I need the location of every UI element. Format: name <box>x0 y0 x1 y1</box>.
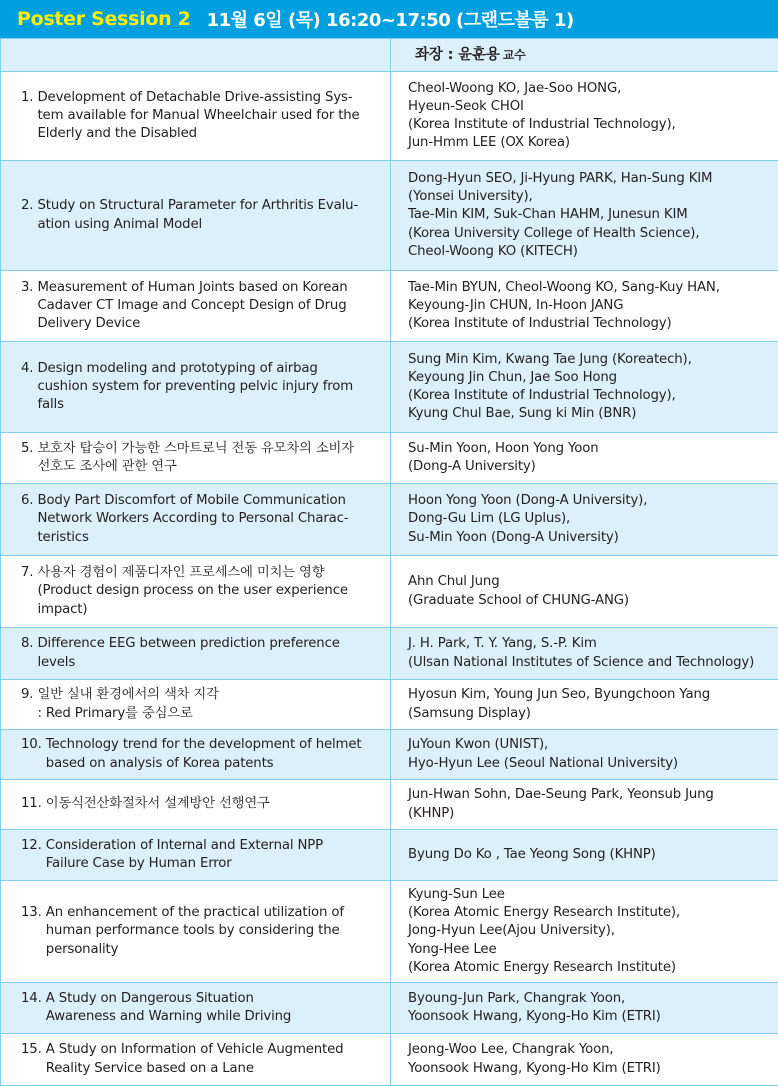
paper-title <box>37 635 384 671</box>
author-line: (Graduate School of CHUNG-ANG) <box>408 592 776 610</box>
paper-number: 12. <box>21 837 46 873</box>
table-row <box>1 161 778 271</box>
author-line: Dong-Gu Lim (LG Uplus), <box>408 510 776 528</box>
paper-number: 8. <box>21 635 37 671</box>
paper-title-cell <box>1 881 391 983</box>
author-line: Yoonsook Hwang, Kyong-Ho Kim (ETRI) <box>408 1008 776 1026</box>
paper-title-line: Technology trend for the development of helmet <box>46 736 384 754</box>
table-row <box>1 881 778 983</box>
author-line: Cheol-Woong KO (KITECH) <box>408 243 776 261</box>
paper-title-line: 일반 실내 환경에서의 색차 지각 <box>37 686 384 704</box>
authors-cell <box>391 484 778 556</box>
author-line: Keyoung-Jin CHUN, In-Hoon JANG <box>408 297 776 315</box>
paper-title-line: Difference EEG between prediction preference <box>37 635 384 653</box>
paper-title-line: human performance tools by considering the <box>46 922 384 940</box>
paper-title-cell <box>1 730 391 780</box>
author-line: Su-Min Yoon (Dong-A University) <box>408 529 776 547</box>
chair-cell <box>391 39 778 72</box>
table-row <box>1 628 778 680</box>
authors-cell <box>391 342 778 433</box>
session-datetime: 11월 6일 (목) 16:20~17:50 (그랜드볼룸 1) <box>207 6 574 32</box>
author-line: Hoon Yong Yoon (Dong-A University), <box>408 492 776 510</box>
author-line: Cheol-Woong KO, Jae-Soo HONG, <box>408 80 776 98</box>
author-line: Tae-Min KIM, Suk-Chan HAHM, Junesun KIM <box>408 206 776 224</box>
author-line: Jun-Hwan Sohn, Dae-Seung Park, Yeonsub Jung <box>408 786 776 804</box>
paper-title-cell <box>1 556 391 628</box>
author-line: Jeong-Woo Lee, Changrak Yoon, <box>408 1041 776 1059</box>
author-line: Hyeun-Seok CHOI <box>408 98 776 116</box>
paper-title-cell <box>1 271 391 342</box>
paper-title-line: personality <box>46 941 384 959</box>
paper-title-line: : Red Primary를 중심으로 <box>37 705 384 723</box>
paper-title <box>37 279 384 333</box>
paper-title-cell <box>1 628 391 680</box>
paper-title-line: Reality Service based on a Lane <box>46 1060 384 1078</box>
paper-number: 3. <box>21 279 37 333</box>
paper-number: 5. <box>21 440 37 476</box>
table-row <box>1 484 778 556</box>
author-line: Sung Min Kim, Kwang Tae Jung (Koreatech), <box>408 351 776 369</box>
table-row <box>1 730 778 780</box>
author-line: JuYoun Kwon (UNIST), <box>408 736 776 754</box>
paper-title-line: Design modeling and prototyping of airbag <box>37 360 384 378</box>
author-line: Yoonsook Hwang, Kyong-Ho Kim (ETRI) <box>408 1060 776 1078</box>
table-row <box>1 271 778 342</box>
paper-title-line: 사용자 경험이 제품디자인 프로세스에 미치는 영향 <box>37 564 384 582</box>
authors-cell <box>391 881 778 983</box>
paper-title-line: Study on Structural Parameter for Arthritis Evalu- <box>37 197 384 215</box>
table-row <box>1 983 778 1034</box>
paper-title-line: Measurement of Human Joints based on Korean <box>37 279 384 297</box>
paper-title-line: An enhancement of the practical utilization of <box>46 904 384 922</box>
table-row <box>1 680 778 730</box>
author-line: Ahn Chul Jung <box>408 573 776 591</box>
author-line: Byoung-Jun Park, Changrak Yoon, <box>408 990 776 1008</box>
paper-title-line: 이동식전산화절차서 설계방안 선행연구 <box>46 795 384 813</box>
authors-cell <box>391 556 778 628</box>
paper-title <box>37 360 384 414</box>
author-line: Jong-Hyun Lee(Ajou University), <box>408 922 776 940</box>
paper-title <box>37 492 384 546</box>
session-name: Poster Session 2 <box>17 8 191 30</box>
paper-title-line: ation using Animal Model <box>37 216 384 234</box>
paper-title-line: A Study on Dangerous Situation <box>46 990 384 1008</box>
paper-title-line: 보호자 탑승이 가능한 스마트로닉 전동 유모차의 소비자 <box>37 440 384 458</box>
authors-cell <box>391 983 778 1034</box>
paper-title-line: levels <box>37 654 384 672</box>
authors-cell <box>391 680 778 730</box>
paper-title-line: Body Part Discomfort of Mobile Communication <box>37 492 384 510</box>
paper-title-line: Cadaver CT Image and Concept Design of Drug <box>37 297 384 315</box>
paper-title <box>37 89 384 143</box>
paper-number: 11. <box>21 795 46 813</box>
authors-cell <box>391 730 778 780</box>
author-line: Jun-Hmm LEE (OX Korea) <box>408 134 776 152</box>
author-line: (Dong-A University) <box>408 458 776 476</box>
paper-title <box>46 795 384 813</box>
author-line: (Ulsan National Institutes of Science and Technology) <box>408 654 776 672</box>
authors-cell <box>391 161 778 271</box>
paper-title-line: Delivery Device <box>37 315 384 333</box>
paper-title-line: 선호도 조사에 관한 연구 <box>37 458 384 476</box>
authors-cell <box>391 628 778 680</box>
paper-title <box>46 990 384 1026</box>
table-row <box>1 342 778 433</box>
author-line: (Korea University College of Health Science), <box>408 225 776 243</box>
authors-cell <box>391 72 778 161</box>
paper-title-cell <box>1 72 391 161</box>
author-line: Tae-Min BYUN, Cheol-Woong KO, Sang-Kuy HAN, <box>408 279 776 297</box>
paper-title-cell <box>1 680 391 730</box>
paper-title <box>46 1041 384 1077</box>
paper-title <box>37 440 384 476</box>
paper-title-line: Elderly and the Disabled <box>37 125 384 143</box>
author-line: (KHNP) <box>408 805 776 823</box>
paper-number: 14. <box>21 990 46 1026</box>
author-line: Kyung Chul Bae, Sung ki Min (BNR) <box>408 405 776 423</box>
paper-number: 2. <box>21 197 37 233</box>
session-header <box>0 0 778 38</box>
paper-title-line: falls <box>37 396 384 414</box>
paper-title-cell <box>1 830 391 881</box>
paper-number: 13. <box>21 904 46 958</box>
paper-title-line: based on analysis of Korea patents <box>46 755 384 773</box>
paper-title-cell <box>1 342 391 433</box>
header-empty-cell <box>1 39 391 72</box>
table-row <box>1 72 778 161</box>
author-line: (Korea Institute of Industrial Technology), <box>408 116 776 134</box>
author-line: Kyung-Sun Lee <box>408 886 776 904</box>
paper-title-line: Failure Case by Human Error <box>46 855 384 873</box>
chair-label: 좌장 : 윤훈용 <box>415 47 500 63</box>
table-row <box>1 830 778 881</box>
poster-table <box>0 38 778 1086</box>
paper-title-line: Development of Detachable Drive-assisting Sys- <box>37 89 384 107</box>
table-row <box>1 1034 778 1086</box>
table-row <box>1 780 778 830</box>
author-line: Byung Do Ko , Tae Yeong Song (KHNP) <box>408 846 776 864</box>
author-line: (Korea Atomic Energy Research Institute), <box>408 904 776 922</box>
paper-title <box>46 837 384 873</box>
paper-number: 15. <box>21 1041 46 1077</box>
paper-number: 9. <box>21 686 37 722</box>
author-line: (Korea Institute of Industrial Technology) <box>408 315 776 333</box>
paper-title <box>37 686 384 722</box>
author-line: Yong-Hee Lee <box>408 941 776 959</box>
paper-title <box>46 904 384 958</box>
author-line: Hyosun Kim, Young Jun Seo, Byungchoon Yang <box>408 686 776 704</box>
author-line: (Yonsei University), <box>408 188 776 206</box>
paper-number: 7. <box>21 564 37 618</box>
paper-number: 6. <box>21 492 37 546</box>
paper-title-line: tem available for Manual Wheelchair used for the <box>37 107 384 125</box>
paper-title-cell <box>1 780 391 830</box>
author-line: Hyo-Hyun Lee (Seoul National University) <box>408 755 776 773</box>
paper-title-cell <box>1 433 391 484</box>
paper-title-cell <box>1 161 391 271</box>
chair-suffix: 교수 <box>503 48 526 62</box>
author-line: (Korea Atomic Energy Research Institute) <box>408 959 776 977</box>
paper-number: 10. <box>21 736 46 772</box>
table-row <box>1 433 778 484</box>
authors-cell <box>391 433 778 484</box>
author-line: (Samsung Display) <box>408 705 776 723</box>
author-line: Dong-Hyun SEO, Ji-Hyung PARK, Han-Sung KIM <box>408 170 776 188</box>
paper-number: 4. <box>21 360 37 414</box>
authors-cell <box>391 830 778 881</box>
authors-cell <box>391 780 778 830</box>
paper-title-line: A Study on Information of Vehicle Augmented <box>46 1041 384 1059</box>
paper-title-line: Network Workers According to Personal Charac- <box>37 510 384 528</box>
author-line: Su-Min Yoon, Hoon Yong Yoon <box>408 440 776 458</box>
table-row <box>1 556 778 628</box>
author-line: Keyoung Jin Chun, Jae Soo Hong <box>408 369 776 387</box>
paper-title-line: impact) <box>37 601 384 619</box>
paper-title-cell <box>1 983 391 1034</box>
author-line: (Korea Institute of Industrial Technology), <box>408 387 776 405</box>
paper-title <box>46 736 384 772</box>
paper-title-line: cushion system for preventing pelvic injury from <box>37 378 384 396</box>
authors-cell <box>391 271 778 342</box>
paper-title-cell <box>1 484 391 556</box>
paper-title <box>37 564 384 618</box>
table-header-row <box>1 39 778 72</box>
paper-title-line: Awareness and Warning while Driving <box>46 1008 384 1026</box>
paper-title-line: Consideration of Internal and External NPP <box>46 837 384 855</box>
paper-title <box>37 197 384 233</box>
paper-number: 1. <box>21 89 37 143</box>
paper-title-line: teristics <box>37 529 384 547</box>
author-line: J. H. Park, T. Y. Yang, S.-P. Kim <box>408 635 776 653</box>
paper-title-cell <box>1 1034 391 1086</box>
authors-cell <box>391 1034 778 1086</box>
paper-title-line: (Product design process on the user experience <box>37 582 384 600</box>
